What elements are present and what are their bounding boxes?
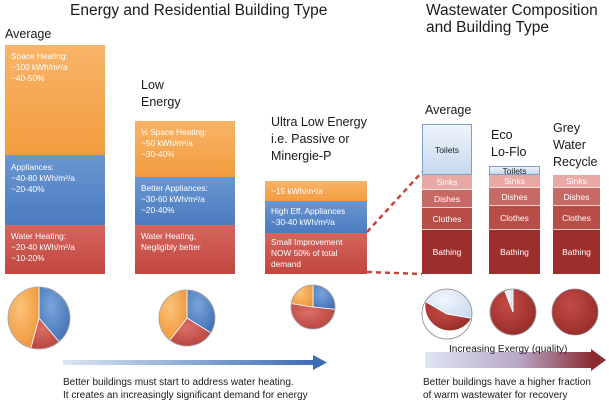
- average-label: Average: [5, 27, 52, 41]
- ww-eco-sinks: Sinks: [489, 175, 540, 188]
- ww-average-bathing: Bathing: [422, 230, 472, 274]
- average-appliances-pct: ~20-40%: [11, 184, 45, 194]
- ultra-low-label-2: i.e. Passive or: [271, 132, 350, 146]
- ultra-appliances-title: High Eff. Appliances: [271, 206, 346, 216]
- ww-grey-bathing: Bathing: [553, 230, 600, 274]
- ww-grey-label-2: Water: [553, 138, 586, 152]
- ww-eco-dishes: Dishes: [489, 188, 540, 206]
- ww-average-sinks: Sinks: [422, 175, 472, 190]
- ultra-space-heating-kwh: ~15 kWh/m²/a: [271, 186, 323, 196]
- right-caption: [423, 377, 591, 402]
- ww-eco-label-1: Eco: [491, 128, 513, 142]
- ww-eco-toilets: Toilets: [489, 166, 540, 175]
- ww-grey-clothes: Clothes: [553, 206, 600, 230]
- low-appliances-pct: ~20-40%: [141, 205, 175, 215]
- low-water-heating-note: Negligibly better: [141, 242, 201, 252]
- ultra-appliances-kwh: ~30-40 kWh/m²/a: [271, 217, 335, 227]
- left-caption-line-2: It creates an increasingly significant demand for energy: [63, 389, 308, 401]
- low-appliances-kwh: ~30-60 kWh/m²/a: [141, 194, 205, 204]
- ww-grey-label-1: Grey: [553, 121, 581, 135]
- average-water-heating-pct: ~10-20%: [11, 253, 45, 263]
- ultra-water-heating-title: Small Improvement: [271, 237, 343, 247]
- ultra-water-heating-note-2: demand: [271, 259, 301, 269]
- right-caption-line-1: Better buildings have a higher fraction: [423, 377, 591, 388]
- low-space-heating-kwh: ~50 kWh/m²/a: [141, 138, 193, 148]
- average-space-heating-title: Space Heating:: [11, 51, 68, 61]
- ultra-low-label-1: Ultra Low Energy: [271, 115, 367, 129]
- average-space-heating-kwh: ~100 kWh/m²/a: [11, 62, 68, 72]
- right-title-line-1: Wastewater Composition: [426, 2, 598, 19]
- ww-eco-label-2: Lo-Flo: [491, 145, 527, 159]
- average-appliances-title: Appliances:: [11, 162, 54, 172]
- average-water-heating-kwh: ~20-40 kWh/m²/a: [11, 242, 75, 252]
- average-space-heating-pct: ~40-50%: [11, 73, 45, 83]
- ww-average-label: Average: [425, 103, 472, 117]
- left-progress-arrow: [63, 355, 327, 370]
- right-caption-line-2: of warm wastewater for recovery: [423, 389, 568, 401]
- ww-eco-bathing: Bathing: [489, 230, 540, 274]
- low-space-heating-pct: ~30-40%: [141, 149, 175, 159]
- right-title-line-2: and Building Type: [426, 19, 549, 36]
- left-caption: [63, 377, 308, 402]
- ww-average-clothes: Clothes: [422, 208, 472, 230]
- left-title: Energy and Residential Building Type: [70, 2, 328, 19]
- ww-eco-clothes: Clothes: [489, 206, 540, 230]
- ultra-water-heating-note-1: NOW 50% of total: [271, 248, 338, 258]
- average-appliances-kwh: ~40-80 kWh/m²/a: [11, 173, 75, 183]
- low-energy-label-1: Low: [141, 78, 164, 92]
- ww-grey-sinks: Sinks: [553, 175, 600, 188]
- ww-average-toilets: Toilets: [422, 124, 472, 175]
- left-caption-line-1: Better buildings must start to address water heating.: [63, 377, 294, 388]
- ww-average-dishes: Dishes: [422, 190, 472, 208]
- ultra-low-label-3: Minergie-P: [271, 149, 332, 163]
- low-water-heating-title: Water Heating,: [141, 231, 197, 241]
- low-appliances-title: Better Appliances:: [141, 183, 208, 193]
- ww-grey-dishes: Dishes: [553, 188, 600, 206]
- low-space-heating-title: ½ Space Heating:: [141, 127, 207, 137]
- low-energy-label-2: Energy: [141, 95, 181, 109]
- average-water-heating-title: Water Heating:: [11, 231, 67, 241]
- exergy-label: Increasing Exergy (quality): [449, 344, 568, 355]
- ww-grey-label-3: Recycle: [553, 155, 598, 169]
